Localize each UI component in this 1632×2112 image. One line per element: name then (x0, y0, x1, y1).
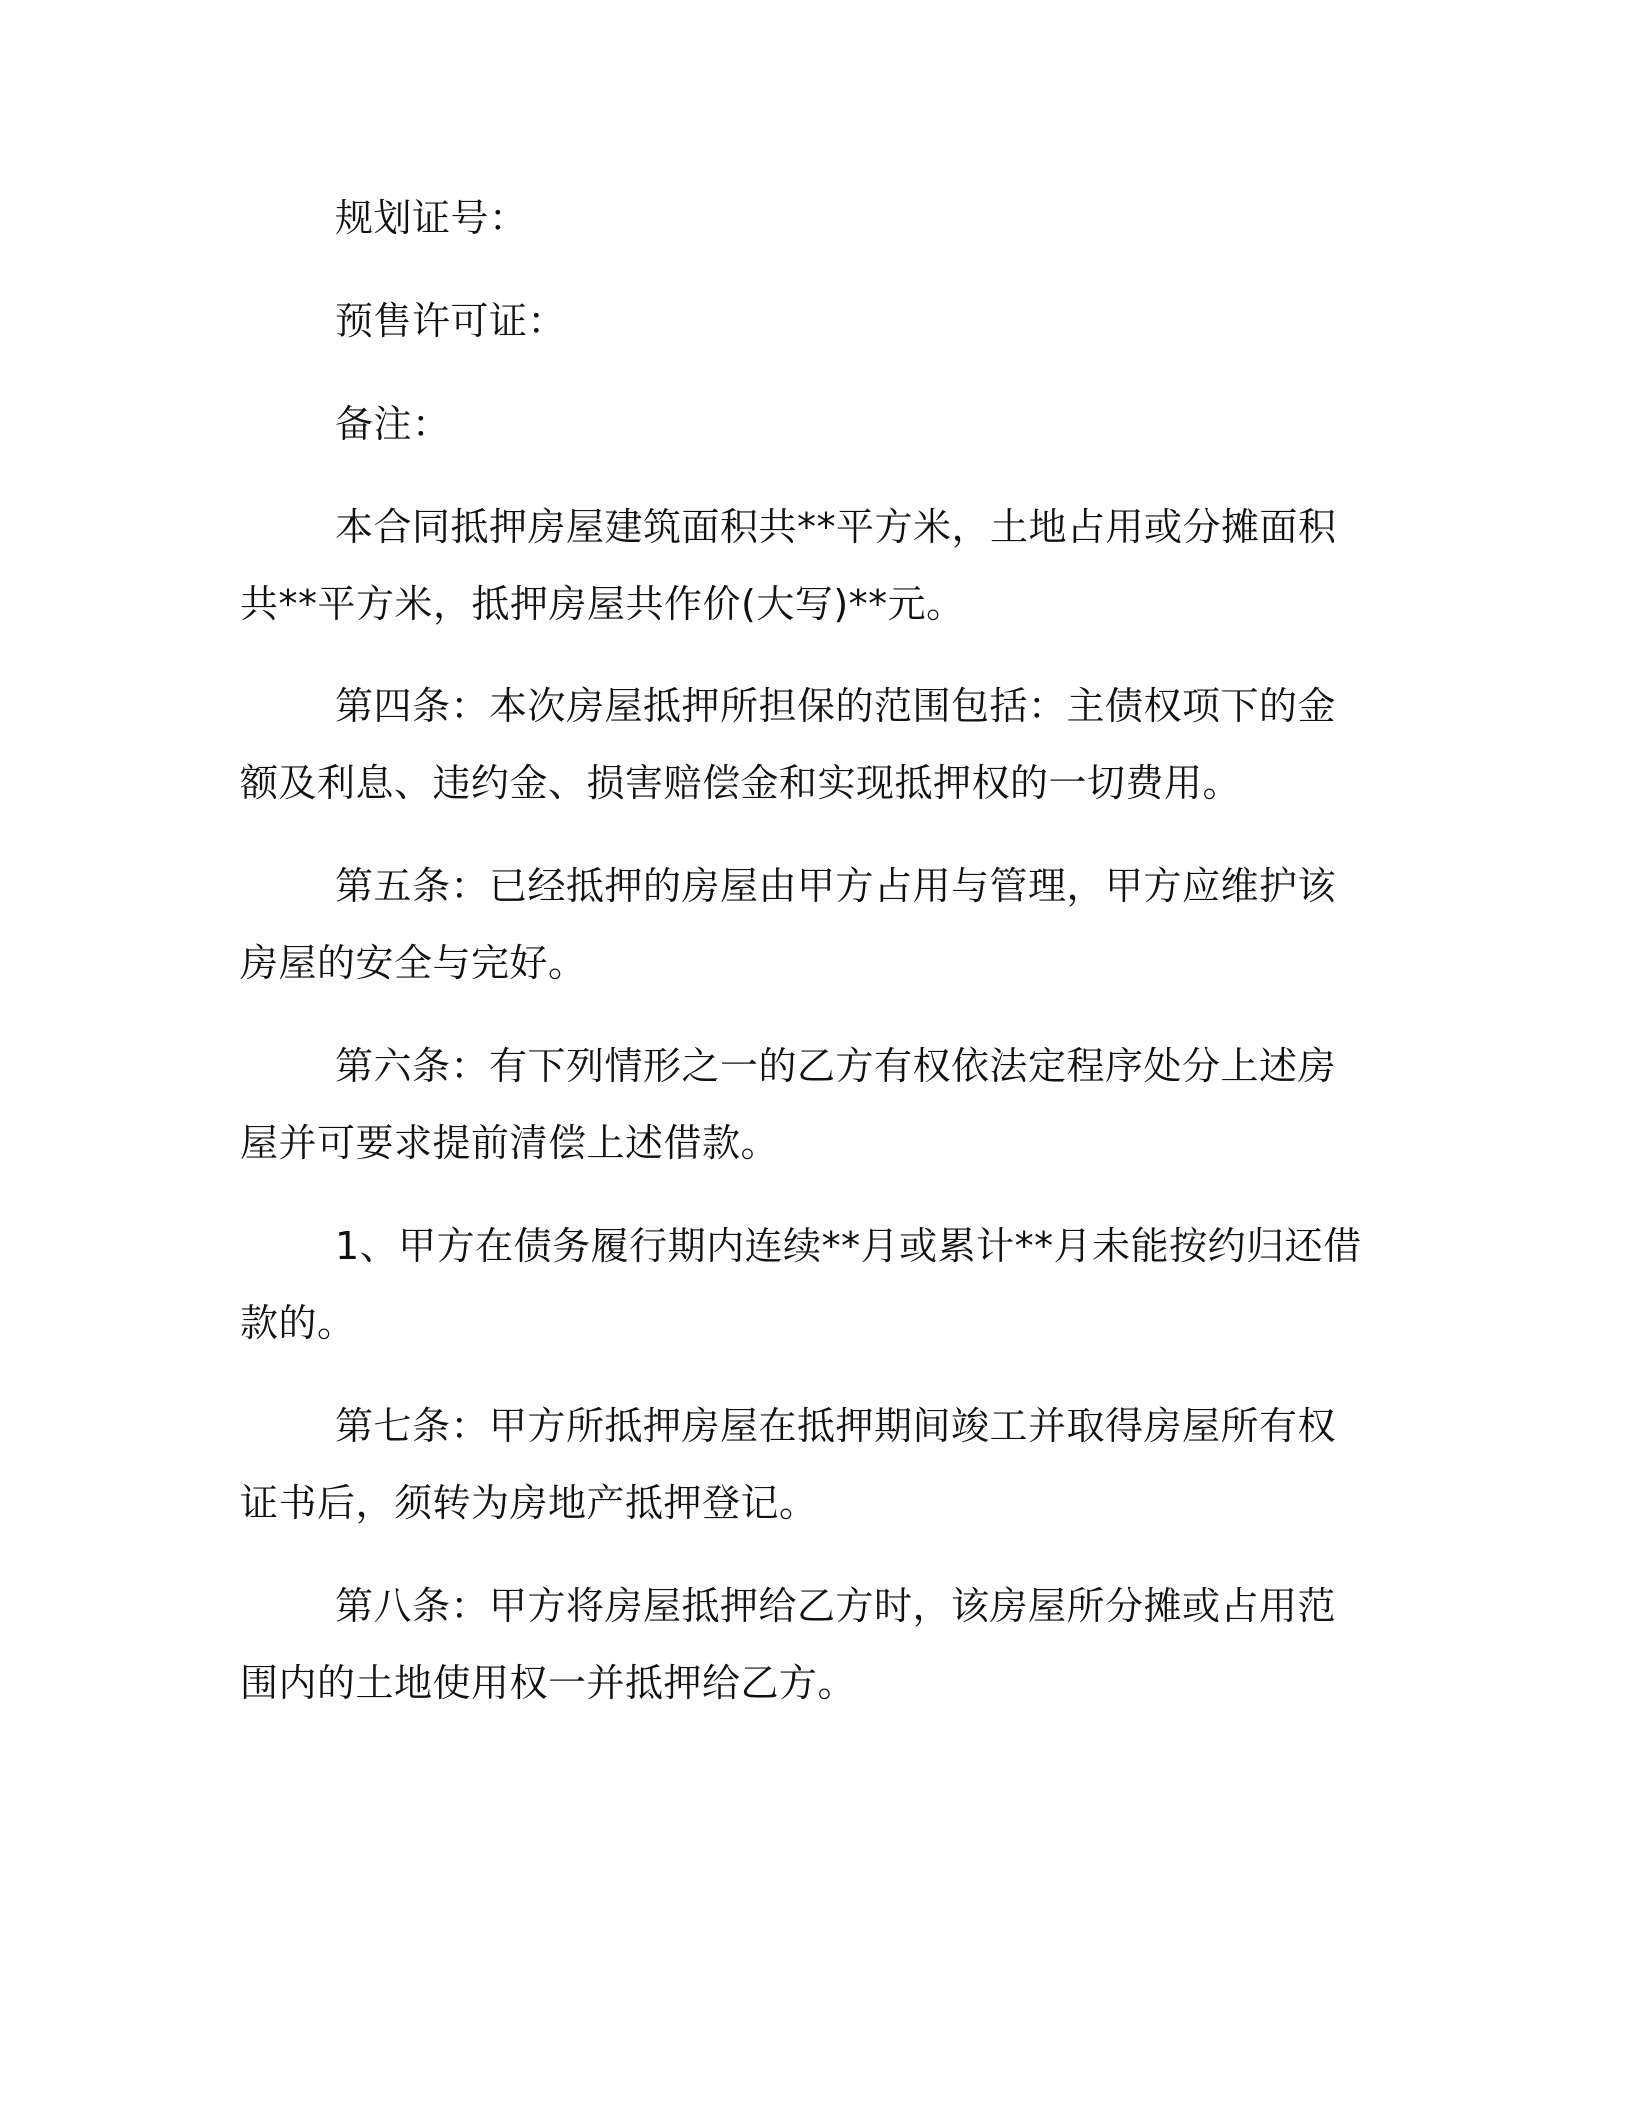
article-5-paragraph: 第五条：已经抵押的房屋由甲方占用与管理，甲方应维护该房屋的安全与完好。 (240, 864, 1337, 985)
article-4-paragraph: 第四条：本次房屋抵押所担保的范围包括：主债权项下的金额及利息、违约金、损害赔偿金和实现抵押权的一切费用。 (240, 684, 1337, 805)
mortgage-area-paragraph: 本合同抵押房屋建筑面积共**平方米，土地占用或分摊面积共**平方米，抵押房屋共作价(大写)**元。 (240, 505, 1337, 626)
planning-cert-line: 规划证号： (335, 196, 528, 240)
article-6-paragraph: 第六条：有下列情形之一的乙方有权依法定程序处分上述房屋并可要求提前清偿上述借款。 (240, 1044, 1337, 1165)
article-8-paragraph: 第八条：甲方将房屋抵押给乙方时，该房屋所分摊或占用范围内的土地使用权一并抵押给乙方。 (240, 1584, 1337, 1705)
article-7-paragraph: 第七条：甲方所抵押房屋在抵押期间竣工并取得房屋所有权证书后，须转为房地产抵押登记。 (240, 1404, 1337, 1525)
remarks-line: 备注： (335, 402, 451, 446)
presale-permit-line: 预售许可证： (335, 299, 567, 343)
article-6-item-1: 1、甲方在债务履行期内连续**月或累计**月未能按约归还借款的。 (240, 1224, 1362, 1345)
